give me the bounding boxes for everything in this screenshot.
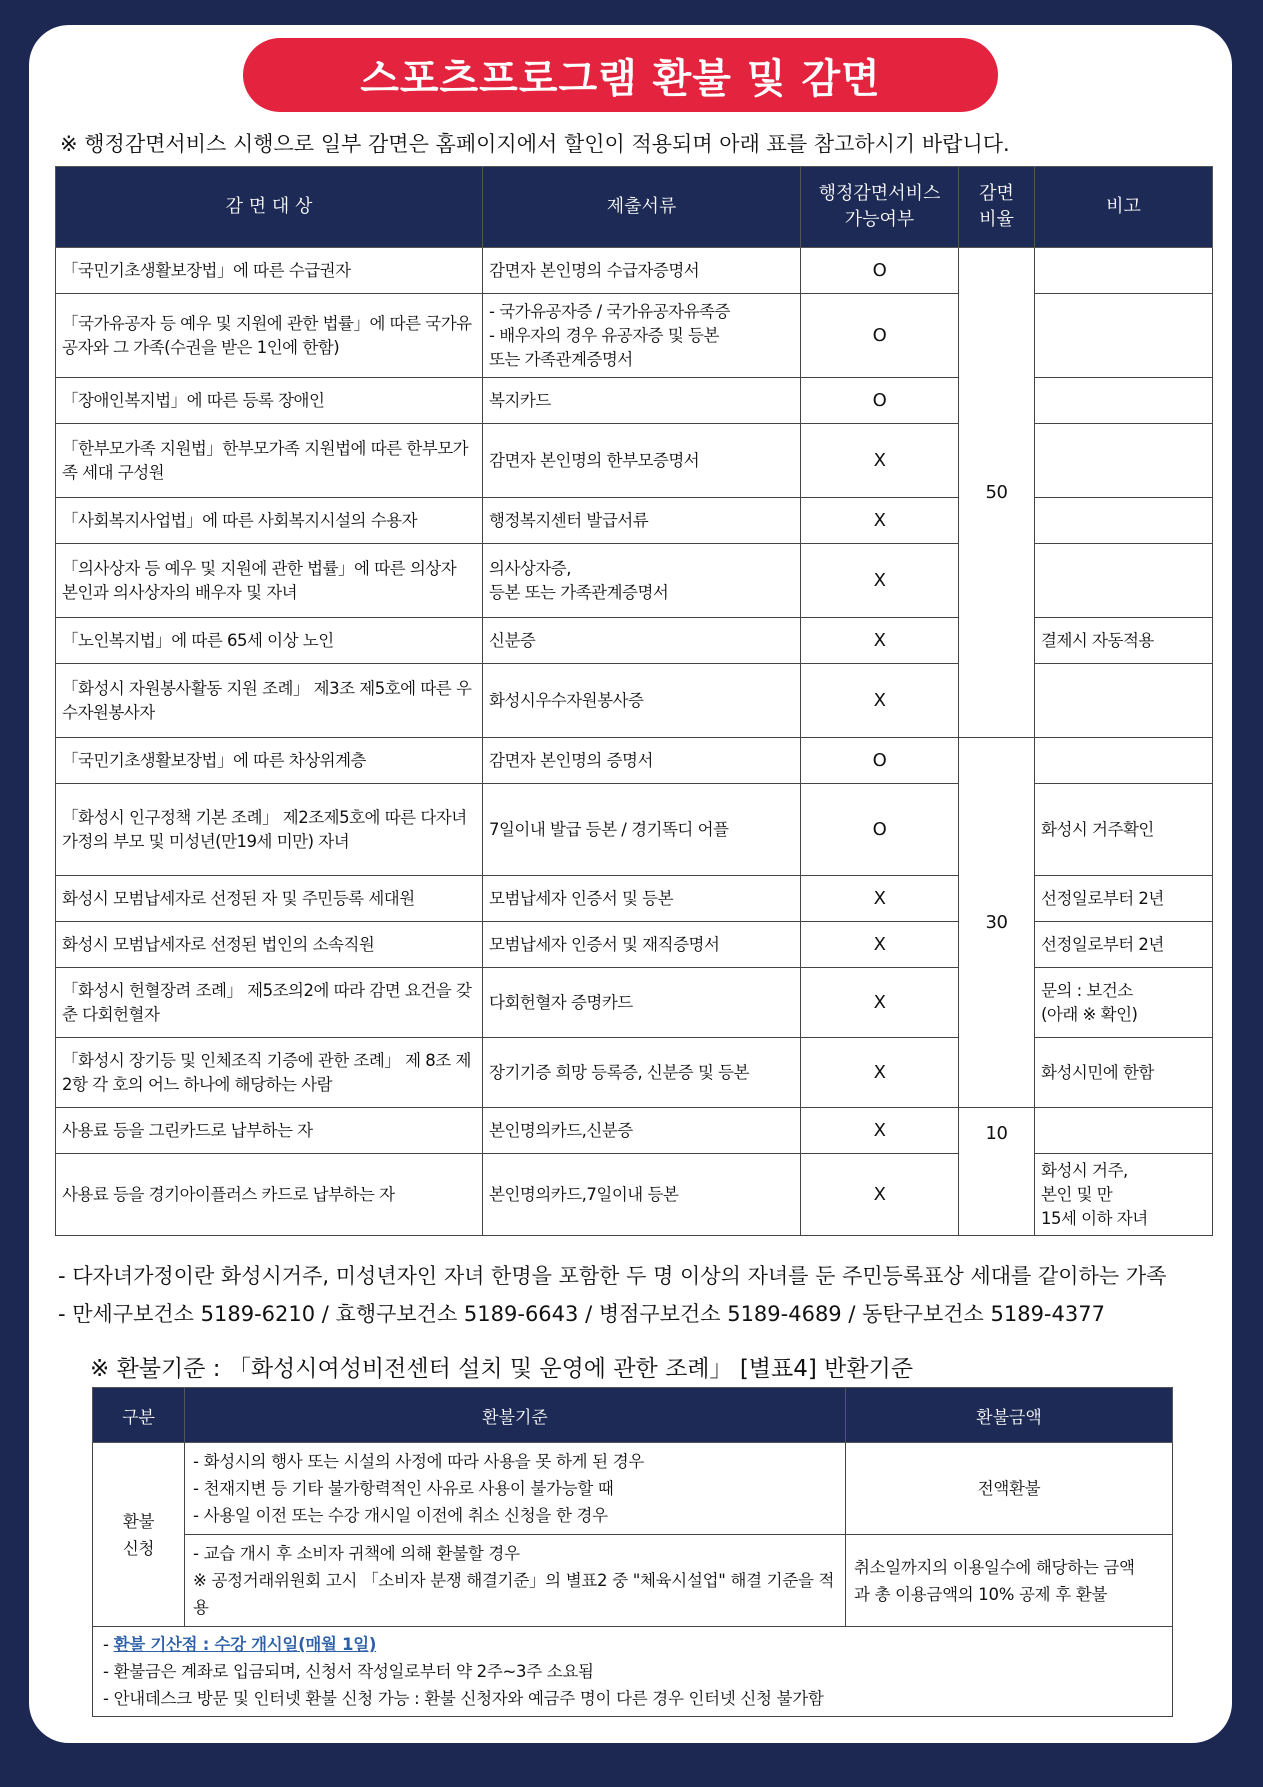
refund-footer-row xyxy=(93,1627,1173,1717)
row-target: 「국민기초생활보장법」에 따른 차상위계층 xyxy=(56,738,483,784)
row-discount-rate: 50 xyxy=(959,248,1035,738)
row-note: 문의 : 보건소 (아래 ※ 확인) xyxy=(1035,968,1213,1038)
row-admin-available: X xyxy=(801,544,959,618)
row-target: 사용료 등을 그린카드로 납부하는 자 xyxy=(56,1108,483,1154)
row-admin-available: X xyxy=(801,1108,959,1154)
row-admin-available: O xyxy=(801,738,959,784)
row-target: 「화성시 인구정책 기본 조례」 제2조제5호에 따른 다자녀가정의 부모 및 미성년(만19세 미만) 자녀 xyxy=(56,784,483,876)
row-documents: 본인명의카드,7일이내 등본 xyxy=(483,1154,801,1236)
header-rate xyxy=(959,167,1035,248)
page-title: 스포츠프로그램 환불 및 감면 xyxy=(243,38,998,112)
row-note xyxy=(1035,294,1213,378)
refund-amount: 전액환불 xyxy=(846,1443,1173,1535)
refund-table-header xyxy=(93,1388,1173,1443)
row-target: 「의사상자 등 예우 및 지원에 관한 법률」에 따른 의상자 본인과 의사상자의 배우자 및 자녀 xyxy=(56,544,483,618)
row-target: 화성시 모범납세자로 선정된 자 및 주민등록 세대원 xyxy=(56,876,483,922)
row-note: 선정일로부터 2년 xyxy=(1035,922,1213,968)
row-admin-available: X xyxy=(801,498,959,544)
refund-criteria: - 화성시의 행사 또는 시설의 사정에 따라 사용을 못 하게 된 경우 - 천재지변 등 기타 불가항력적인 사유로 사용이 불가능할 때 - 사용일 이전 또는 수강 개시일 이전에 취소 신청을 한 경우 xyxy=(185,1443,846,1535)
header-admin-service-line1: 행정감면서비스 xyxy=(818,183,941,204)
row-note: 결제시 자동적용 xyxy=(1035,618,1213,664)
row-documents: 다회헌혈자 증명카드 xyxy=(483,968,801,1038)
discount-row xyxy=(56,876,1213,922)
discount-row xyxy=(56,544,1213,618)
row-note xyxy=(1035,248,1213,294)
discount-row xyxy=(56,424,1213,498)
row-note: 선정일로부터 2년 xyxy=(1035,876,1213,922)
row-note xyxy=(1035,664,1213,738)
discount-row xyxy=(56,968,1213,1038)
discount-row xyxy=(56,1038,1213,1108)
row-target: 사용료 등을 경기아이플러스 카드로 납부하는 자 xyxy=(56,1154,483,1236)
row-note xyxy=(1035,1108,1213,1154)
refund-row xyxy=(93,1443,1173,1535)
discount-row xyxy=(56,738,1213,784)
row-documents: 복지카드 xyxy=(483,378,801,424)
row-note: 화성시 거주확인 xyxy=(1035,784,1213,876)
header-documents: 제출서류 xyxy=(483,167,801,248)
row-target: 「국민기초생활보장법」에 따른 수급권자 xyxy=(56,248,483,294)
refund-header-category: 구분 xyxy=(93,1388,185,1443)
footnote-multi-child: - 다자녀가정이란 화성시거주, 미성년자인 자녀 한명을 포함한 두 명 이상의 자녀를 둔 주민등록표상 세대를 같이하는 가족 xyxy=(58,1264,1167,1288)
row-documents: 장기기증 희망 등록증, 신분증 및 등본 xyxy=(483,1038,801,1108)
discount-row xyxy=(56,498,1213,544)
row-note xyxy=(1035,378,1213,424)
row-admin-available: X xyxy=(801,1154,959,1236)
row-admin-available: X xyxy=(801,664,959,738)
refund-header-criteria: 환불기준 xyxy=(185,1388,846,1443)
row-documents: 7일이내 발급 등본 / 경기똑디 어플 xyxy=(483,784,801,876)
refund-footer-line3: - 안내데스크 방문 및 인터넷 환불 신청 가능 : 환불 신청자와 예금주 명이 다른 경우 인터넷 신청 불가함 xyxy=(103,1689,824,1708)
refund-header-amount: 환불금액 xyxy=(846,1388,1173,1443)
row-documents: 화성시우수자원봉사증 xyxy=(483,664,801,738)
header-admin-service xyxy=(801,167,959,248)
row-note: 화성시 거주, 본인 및 만 15세 이하 자녀 xyxy=(1035,1154,1213,1236)
notice-text: ※ 행정감면서비스 시행으로 일부 감면은 홈페이지에서 할인이 적용되며 아래 표를 참고하시기 바랍니다. xyxy=(60,132,1010,156)
row-documents: 감면자 본인명의 증명서 xyxy=(483,738,801,784)
row-documents: - 국가유공자증 / 국가유공자유족증 - 배우자의 경우 유공자증 및 등본 또는 가족관계증명서 xyxy=(483,294,801,378)
row-documents: 본인명의카드,신분증 xyxy=(483,1108,801,1154)
row-target: 「화성시 헌혈장려 조례」 제5조의2에 따라 감면 요건을 갖춘 다회헌혈자 xyxy=(56,968,483,1038)
refund-footer-line1 xyxy=(103,1631,1162,1658)
row-admin-available: X xyxy=(801,922,959,968)
discount-table xyxy=(55,166,1213,1236)
row-admin-available: X xyxy=(801,1038,959,1108)
row-note xyxy=(1035,498,1213,544)
row-admin-available: O xyxy=(801,294,959,378)
discount-row xyxy=(56,378,1213,424)
row-target: 「사회복지사업법」에 따른 사회복지시설의 수용자 xyxy=(56,498,483,544)
refund-amount: 취소일까지의 이용일수에 해당하는 금액 과 총 이용금액의 10% 공제 후 환불 xyxy=(846,1535,1173,1627)
header-rate-line1: 감면 xyxy=(979,183,1014,204)
row-discount-rate: 10 xyxy=(959,1108,1035,1236)
row-target: 「국가유공자 등 예우 및 지원에 관한 법률」에 따른 국가유공자와 그 가족(수권을 받은 1인에 한함) xyxy=(56,294,483,378)
row-admin-available: X xyxy=(801,424,959,498)
refund-footer-prefix: - xyxy=(103,1635,114,1654)
header-note: 비고 xyxy=(1035,167,1213,248)
header-rate-line2: 비율 xyxy=(979,209,1014,230)
refund-table xyxy=(92,1387,1173,1717)
discount-row xyxy=(56,618,1213,664)
row-documents: 모범납세자 인증서 및 재직증명서 xyxy=(483,922,801,968)
row-documents: 행정복지센터 발급서류 xyxy=(483,498,801,544)
discount-row xyxy=(56,248,1213,294)
refund-start-date-link[interactable]: 환불 기산점 : 수강 개시일(매월 1일) xyxy=(113,1635,377,1654)
row-documents: 감면자 본인명의 한부모증명서 xyxy=(483,424,801,498)
row-target: 「한부모가족 지원법」한부모가족 지원법에 따른 한부모가족 세대 구성원 xyxy=(56,424,483,498)
row-target: 「노인복지법」에 따른 65세 이상 노인 xyxy=(56,618,483,664)
row-documents: 모범납세자 인증서 및 등본 xyxy=(483,876,801,922)
discount-row xyxy=(56,664,1213,738)
refund-category: 환불 신청 xyxy=(93,1443,185,1627)
row-note xyxy=(1035,544,1213,618)
row-note: 화성시민에 한함 xyxy=(1035,1038,1213,1108)
row-note xyxy=(1035,738,1213,784)
refund-criteria: - 교습 개시 후 소비자 귀책에 의해 환불할 경우 ※ 공정거래위원회 고시 「소비자 분쟁 해결기준」의 별표2 중 "체육시설업" 해결 기준을 적용 xyxy=(185,1535,846,1627)
row-target: 「장애인복지법」에 따른 등록 장애인 xyxy=(56,378,483,424)
discount-row xyxy=(56,1154,1213,1236)
refund-row xyxy=(93,1535,1173,1627)
discount-row xyxy=(56,1108,1213,1154)
row-documents: 신분증 xyxy=(483,618,801,664)
row-target: 화성시 모범납세자로 선정된 법인의 소속직원 xyxy=(56,922,483,968)
row-admin-available: O xyxy=(801,378,959,424)
refund-footer-line2: - 환불금은 계좌로 입금되며, 신청서 작성일로부터 약 2주~3주 소요됨 xyxy=(103,1662,594,1681)
discount-table-header xyxy=(56,167,1213,248)
row-discount-rate: 30 xyxy=(959,738,1035,1108)
discount-row xyxy=(56,294,1213,378)
footnote-health-centers: - 만세구보건소 5189-6210 / 효행구보건소 5189-6643 / 병점구보건소 5189-4689 / 동탄구보건소 5189-4377 xyxy=(58,1302,1105,1326)
header-target: 감 면 대 상 xyxy=(56,167,483,248)
row-admin-available: O xyxy=(801,784,959,876)
row-documents: 감면자 본인명의 수급자증명서 xyxy=(483,248,801,294)
discount-row xyxy=(56,784,1213,876)
refund-title: ※ 환불기준 : 「화성시여성비전센터 설치 및 운영에 관한 조례」 [별표4] 반환기준 xyxy=(90,1356,914,1382)
row-admin-available: X xyxy=(801,876,959,922)
row-admin-available: X xyxy=(801,618,959,664)
refund-footer xyxy=(93,1627,1173,1717)
row-note xyxy=(1035,424,1213,498)
header-admin-service-line2: 가능여부 xyxy=(844,209,915,230)
row-documents: 의사상자증, 등본 또는 가족관계증명서 xyxy=(483,544,801,618)
row-target: 「화성시 자원봉사활동 지원 조례」 제3조 제5호에 따른 우수자원봉사자 xyxy=(56,664,483,738)
footnotes xyxy=(58,1257,1166,1333)
row-admin-available: X xyxy=(801,968,959,1038)
row-admin-available: O xyxy=(801,248,959,294)
discount-row xyxy=(56,922,1213,968)
row-target: 「화성시 장기등 및 인체조직 기증에 관한 조례」 제 8조 제2항 각 호의 어느 하나에 해당하는 사람 xyxy=(56,1038,483,1108)
